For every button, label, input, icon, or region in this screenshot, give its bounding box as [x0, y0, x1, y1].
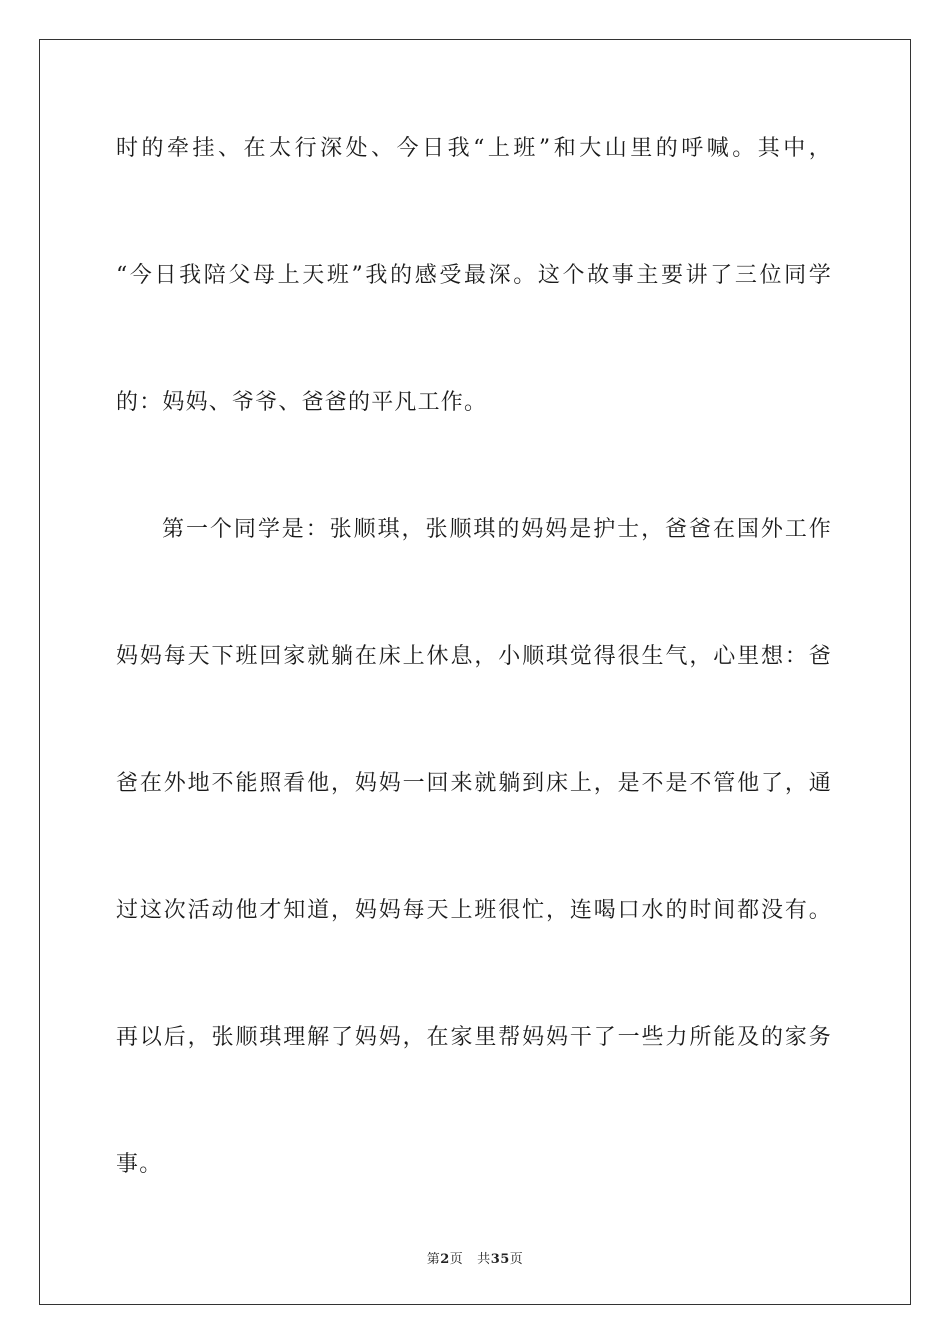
page-prefix: 第 — [426, 1252, 441, 1267]
page-footer — [0, 1248, 950, 1267]
text-line: 事。 — [116, 1152, 163, 1177]
total-pages: 35 — [490, 1252, 510, 1267]
text-line: 再以后，张顺琪理解了妈妈，在家里帮妈妈干了一些力所能及的家务 — [116, 1025, 832, 1050]
total-prefix: 共 — [477, 1252, 491, 1267]
page-number: 2 — [440, 1252, 450, 1267]
text-line: 时的牵挂、在太行深处、今日我“上班”和大山里的呼喊。其中， — [116, 136, 832, 161]
text-line: 过这次活动他才知道，妈妈每天上班很忙，连喝口水的时间都没有。 — [116, 898, 832, 923]
text-line: 妈妈每天下班回家就躺在床上休息，小顺琪觉得很生气，心里想：爸 — [116, 644, 832, 669]
page-unit: 页 — [449, 1252, 464, 1267]
text-line: “今日我陪父母上天班”我的感受最深。这个故事主要讲了三位同学 — [116, 263, 832, 288]
document-body — [116, 128, 832, 1271]
text-line-indented: 第一个同学是：张顺琪，张顺琪的妈妈是护士，爸爸在国外工作 — [162, 517, 832, 542]
text-line: 的：妈妈、爷爷、爸爸的平凡工作。 — [116, 390, 488, 415]
total-unit: 页 — [509, 1252, 524, 1267]
text-line: 爸在外地不能照看他，妈妈一回来就躺到床上，是不是不管他了，通 — [116, 771, 832, 796]
